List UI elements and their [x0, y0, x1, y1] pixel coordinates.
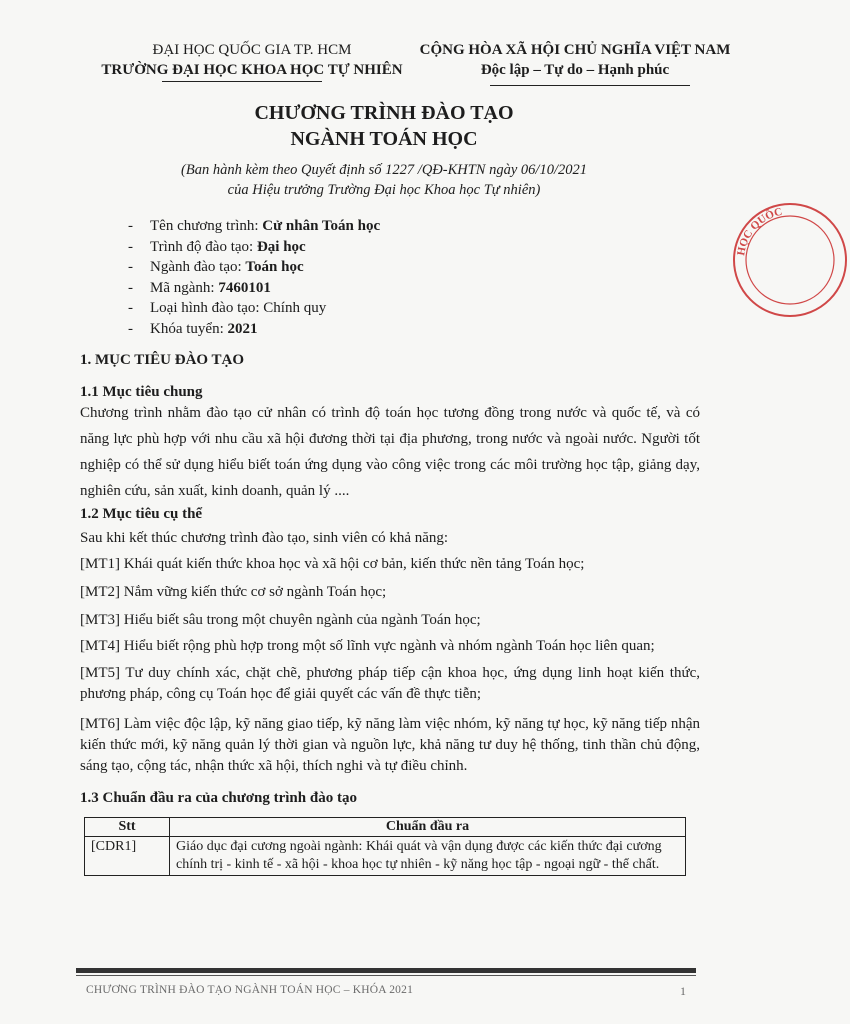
specific-objectives-intro: Sau khi kết thúc chương trình đào tạo, sinh viên có khả năng: — [80, 530, 449, 546]
objective-item: [MT3] Hiểu biết sâu trong một chuyên ngành của ngành Toán học; — [80, 612, 481, 628]
stamp-text: HỌC QUỐC — [735, 205, 784, 257]
header-left — [92, 40, 412, 80]
school-name: TRƯỜNG ĐẠI HỌC KHOA HỌC TỰ NHIÊN — [101, 62, 403, 78]
objective-item: [MT1] Khái quát kiến thức khoa học và xã hội cơ bản, kiến thức nền tảng Toán học; — [80, 556, 585, 572]
info-training-type: - Loại hình đào tạo: Chính quy — [128, 300, 327, 317]
table-cell-outcome: Giáo dục đại cương ngoài ngành: Khái quát và vận dụng được các kiến thức đại cương chính trị - kinh tế - xã hội - khoa học tự nhiên - kỹ năng học tập - ngoại ngữ - thể chất. — [170, 837, 686, 876]
header-right — [405, 40, 745, 80]
objective-item: [MT4] Hiểu biết rộng phù hợp trong một số lĩnh vực ngành và nhóm ngành Toán học liên quan; — [80, 638, 655, 654]
objective-item: [MT2] Nắm vững kiến thức cơ sở ngành Toán học; — [80, 584, 387, 600]
subsection-heading-outcomes: 1.3 Chuẩn đầu ra của chương trình đào tạo — [80, 790, 357, 806]
general-objective-text: Chương trình nhằm đào tạo cử nhân có trình độ toán học tương đồng trong nước và quốc tế, và có năng lực phù hợp với nhu cầu xã hội đương thời tại địa phương, trong nước và ngoài nước. Người tốt nghiệp có thể sử dụng hiểu biết toán ứng dụng vào công việc trong các môi trường học tập, giảng dạy, nghiên cứu, sản xuất, kinh doanh, quản lý .... — [80, 405, 700, 499]
info-level: - Trình độ đào tạo: Đại học — [128, 238, 306, 255]
info-major: - Ngành đào tạo: Toán học — [128, 259, 304, 276]
table-row — [85, 837, 686, 876]
program-info-list — [128, 216, 380, 340]
table-header-stt: Stt — [85, 818, 170, 837]
doc-subtitle-line1: (Ban hành kèm theo Quyết định số 1227 /QĐ-KHTN ngày 06/10/2021 — [181, 162, 587, 178]
red-seal-stamp — [730, 200, 850, 320]
info-major-code: - Mã ngành: 7460101 — [128, 279, 271, 296]
page-number: 1 — [680, 984, 686, 998]
header-right-underline — [490, 85, 690, 86]
header-left-underline — [162, 81, 322, 82]
outcomes-table — [84, 817, 686, 876]
table-cell-id: [CDR1] — [85, 837, 170, 876]
objective-item: [MT5] Tư duy chính xác, chặt chẽ, phương pháp tiếp cận khoa học, ứng dụng linh hoạt kiến thức, phương pháp, công cụ Toán học để giải quyết các vấn đề thực tiễn; — [80, 665, 700, 702]
subsection-heading-specific: 1.2 Mục tiêu cụ thể — [80, 506, 203, 522]
country-name: CỘNG HÒA XÃ HỘI CHỦ NGHĨA VIỆT NAM — [419, 42, 731, 58]
table-header-outcome: Chuẩn đầu ra — [170, 818, 686, 837]
doc-title-line1: CHƯƠNG TRÌNH ĐÀO TẠO — [254, 102, 514, 124]
info-program-name: - Tên chương trình: Cử nhân Toán học — [128, 218, 381, 234]
doc-title-line2: NGÀNH TOÁN HỌC — [290, 128, 478, 150]
doc-subtitle-line2: của Hiệu trưởng Trường Đại học Khoa học Tự nhiên) — [227, 182, 541, 198]
table-header-row — [85, 818, 686, 837]
footer-rule-thin — [76, 975, 696, 976]
subsection-heading-general: 1.1 Mục tiêu chung — [80, 384, 203, 400]
footer-rule — [76, 968, 696, 973]
university-name: ĐẠI HỌC QUỐC GIA TP. HCM — [152, 42, 352, 58]
footer-text: CHƯƠNG TRÌNH ĐÀO TẠO NGÀNH TOÁN HỌC – KHÓA 2021 — [86, 984, 414, 996]
info-intake-year: - Khóa tuyển: 2021 — [128, 320, 258, 337]
section-heading-objectives: 1. MỤC TIÊU ĐÀO TẠO — [80, 352, 245, 368]
objective-item: [MT6] Làm việc độc lập, kỹ năng giao tiếp, kỹ năng làm việc nhóm, kỹ năng tự học, kỹ năng tiếp nhận kiến thức mới, kỹ năng quản lý thời gian và nguồn lực, khả năng tư duy hệ thống, tinh thần chủ động, sáng tạo, cộng tác, nhận thức xã hội, thích nghi và tự điều chỉnh. — [80, 716, 700, 774]
national-motto: Độc lập – Tự do – Hạnh phúc — [480, 62, 670, 78]
